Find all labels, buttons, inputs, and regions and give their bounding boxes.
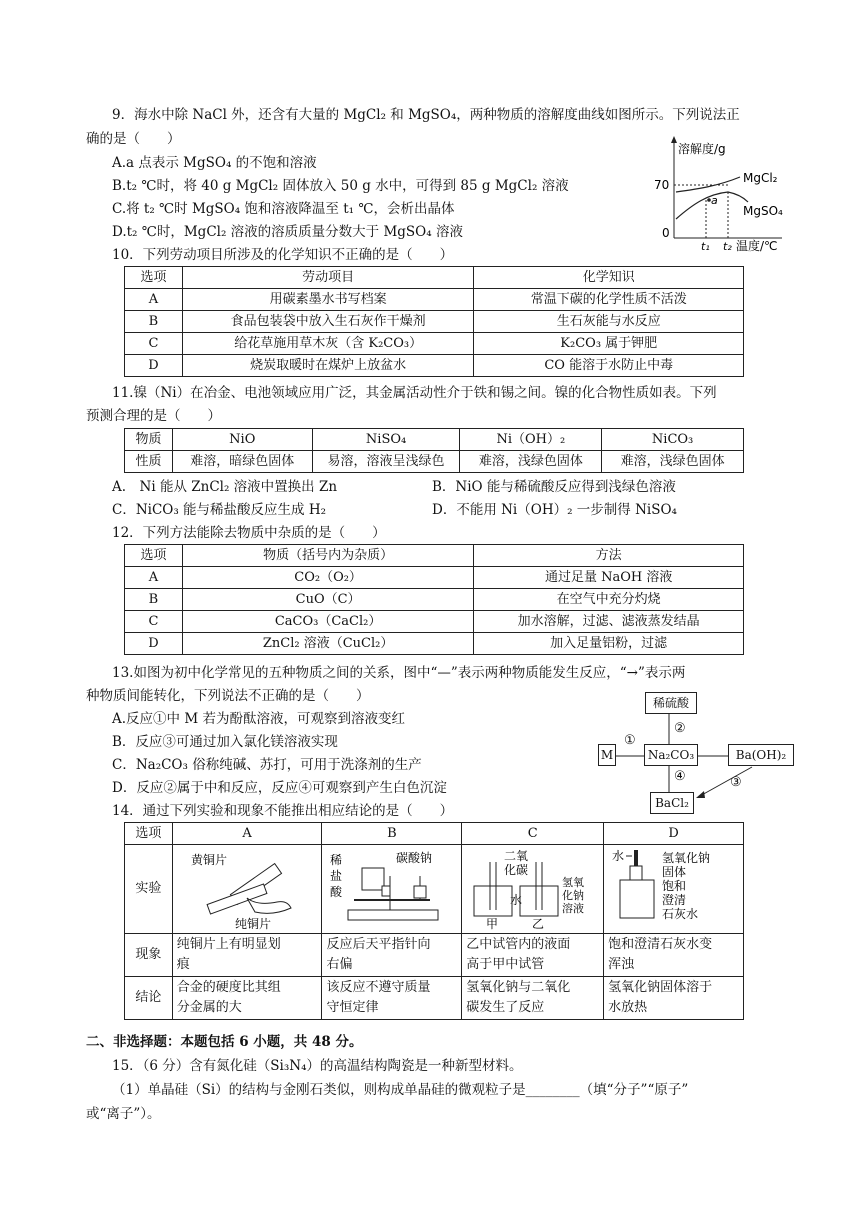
label-acid-3: 酸	[329, 885, 342, 899]
text-line: 浑浊	[608, 957, 635, 972]
q11-option-a: A. Ni 能从 ZnCl₂ 溶液中置换出 Zn	[112, 479, 338, 495]
table-cell: 加水溶解，过滤、滤液蒸发结晶	[474, 611, 744, 633]
curve-label-mgso4: MgSO₄	[743, 204, 783, 218]
point-a-label: a	[711, 194, 718, 207]
q15-part1-line2: 或“离子”）。	[86, 1106, 161, 1122]
graph-xlabel: 温度/℃	[736, 239, 778, 252]
table-cell: A	[125, 567, 183, 589]
table-row-experiment	[125, 845, 744, 934]
experiment-c-figure	[466, 846, 600, 932]
q14-table	[124, 822, 744, 1020]
label-acid-1: 稀	[329, 853, 342, 867]
phenomenon-a	[172, 934, 322, 977]
reaction-4-label: ④	[674, 769, 686, 784]
q9-stem-line1: 9．海水中除 NaCl 外，还含有大量的 MgCl₂ 和 MgSO₄，两种物质的溶解度曲线如图所示。下列说法正	[112, 107, 740, 123]
text-line: 饱和澄清石灰水变	[608, 937, 713, 952]
reaction-2-label: ②	[674, 721, 686, 736]
q11-option-d: D．不能用 Ni（OH）₂ 一步制得 NiSO₄	[432, 502, 677, 518]
q13-stem-line2: 种物质间能转化，下列说法不正确的是（ ）	[86, 688, 370, 704]
table-cell: D	[125, 633, 183, 655]
table-header-row	[125, 545, 744, 567]
q15-stem: 15．（6 分）含有氮化硅（Si₃N₄）的高温结构陶瓷是一种新型材料。	[112, 1058, 523, 1074]
experiment-d	[604, 845, 744, 934]
header-cell: D	[604, 823, 744, 845]
q9-option-c: C.将 t₂ ℃时 MgSO₄ 饱和溶液降温至 t₁ ℃，会析出晶体	[112, 201, 455, 217]
header-cell: Ni（OH）₂	[460, 429, 602, 451]
outer-beaker	[620, 880, 654, 918]
q13-option-d: D．反应②属于中和反应，反应④可观察到产生白色沉淀	[112, 780, 447, 796]
text-line: 高于甲中试管	[466, 957, 545, 972]
label-d-limewater: 石灰水	[661, 907, 698, 921]
table-cell: CaCO₃（CaCl₂）	[182, 611, 473, 633]
table-row	[125, 355, 744, 377]
header-cell: A	[172, 823, 322, 845]
text-line: 碳发生了反应	[466, 1000, 545, 1015]
q10-stem: 10．下列劳动项目所涉及的化学知识不正确的是（ ）	[112, 247, 454, 263]
q9-option-b: B.t₂ ℃时，将 40 g MgCl₂ 固体放入 50 g 水中，可得到 85 g MgCl₂ 溶液	[112, 178, 569, 194]
node-m: M	[598, 744, 616, 766]
q13-option-b: B．反应③可通过加入氯化镁溶液实现	[112, 734, 338, 750]
header-cell: 化学知识	[474, 267, 744, 289]
q12-stem: 12．下列方法能除去物质中杂质的是（ ）	[112, 525, 386, 541]
graph-ylabel: 溶解度/g	[678, 142, 726, 156]
conclusion-b	[322, 977, 462, 1020]
label-d-solid: 固体	[661, 865, 686, 879]
table-cell: ZnCl₂ 溶液（CuCl₂）	[182, 633, 473, 655]
graph-t2: t₂	[723, 240, 732, 252]
text-line: 水放热	[608, 1000, 648, 1015]
label-brass: 黄铜片	[191, 853, 228, 867]
label-acid-2: 盐	[329, 869, 342, 883]
solubility-graph	[648, 134, 788, 252]
phenomenon-c	[462, 934, 604, 977]
q12-table	[124, 544, 744, 655]
table-cell: 难溶，浅绿色固体	[602, 451, 744, 473]
conclusion-d	[604, 977, 744, 1020]
q11-option-c: C．NiCO₃ 能与稀盐酸反应生成 H₂	[112, 502, 327, 518]
table-cell: 性质	[125, 451, 173, 473]
q11-stem-line2: 预测合理的是（ ）	[86, 408, 221, 424]
table-cell: 在空气中充分灼烧	[474, 589, 744, 611]
q11-stem-line1: 11.镍（Ni）在冶金、电池领域应用广泛，其金属活动性介于铁和锡之间。镍的化合物性质如表。下列	[112, 385, 717, 401]
q9-option-a: A.a 点表示 MgSO₄ 的不饱和溶液	[112, 155, 317, 171]
header-cell: 物质（括号内为杂质）	[182, 545, 473, 567]
text-line: 痕	[176, 957, 190, 972]
q11-table	[124, 428, 744, 473]
header-cell: NiO	[172, 429, 312, 451]
text-line: 纯铜片上有明显划	[176, 937, 281, 952]
table-row	[125, 611, 744, 633]
dropper	[634, 850, 638, 866]
table-cell: B	[125, 311, 183, 333]
label-co2-2: 化碳	[503, 863, 528, 877]
text-line: 该反应不遵守质量	[326, 980, 431, 995]
balance-base	[348, 910, 438, 920]
table-row	[125, 589, 744, 611]
table-cell: 难溶，浅绿色固体	[460, 451, 602, 473]
hand-outline	[247, 898, 291, 913]
weight	[382, 886, 390, 896]
q9-stem-line2: 确的是（ ）	[86, 131, 181, 147]
q11-option-b: B．NiO 能与稀硫酸反应得到浅绿色溶液	[432, 479, 676, 495]
text-line: 氢氧化钠固体溶于	[608, 980, 713, 995]
text-line: 反应后天平指针向	[326, 937, 431, 952]
text-line: 分金属的大	[176, 1000, 242, 1015]
table-cell: 给花草施用草木灰（含 K₂CO₃）	[182, 333, 474, 355]
label-d-saturated: 饱和	[661, 879, 686, 893]
table-row	[125, 289, 744, 311]
y-axis-arrow	[671, 136, 677, 143]
text-line: 乙中试管内的液面	[466, 937, 571, 952]
experiment-c	[462, 845, 604, 934]
table-row-phenomenon	[125, 934, 744, 977]
label-d-naoh: 氢氧化钠	[661, 851, 710, 865]
text-line: 右偏	[326, 957, 353, 972]
graph-t1: t₁	[701, 240, 710, 252]
experiment-a	[172, 845, 322, 934]
text-line: 守恒定律	[326, 1000, 379, 1015]
row-label: 实验	[125, 845, 173, 934]
q13-option-a: A.反应①中 M 若为酚酞溶液，可观察到溶液变红	[112, 711, 405, 727]
table-cell: 难溶，暗绿色固体	[172, 451, 312, 473]
table-cell: CO₂（O₂）	[182, 567, 473, 589]
conclusion-c	[462, 977, 604, 1020]
table-header-row	[125, 267, 744, 289]
label-naoh-3: 溶液	[561, 902, 584, 915]
table-row	[125, 633, 744, 655]
table-row-conclusion	[125, 977, 744, 1020]
row-label: 现象	[125, 934, 173, 977]
table-cell: 易溶，溶液呈浅绿色	[312, 451, 460, 473]
q13-option-c: C．Na₂CO₃ 俗称纯碱、苏打，可用于洗涤剂的生产	[112, 757, 422, 773]
table-row	[125, 451, 744, 473]
node-sulfuric-acid: 稀硫酸	[645, 692, 697, 714]
table-cell: 食品包装袋中放入生石灰作干燥剂	[182, 311, 474, 333]
table-cell: 烧炭取暖时在煤炉上放盆水	[182, 355, 474, 377]
header-cell: NiCO₃	[602, 429, 744, 451]
table-cell: C	[125, 611, 183, 633]
header-cell: 选项	[125, 823, 173, 845]
table-cell: A	[125, 289, 183, 311]
label-naoh-1: 氢氧	[561, 876, 584, 889]
conclusion-a	[172, 977, 322, 1020]
phenomenon-d	[604, 934, 744, 977]
table-cell: CO 能溶于水防止中毒	[474, 355, 744, 377]
experiment-a-figure	[177, 846, 317, 932]
label-co2-1: 二氧	[503, 849, 528, 863]
header-cell: B	[322, 823, 462, 845]
graph-origin: 0	[662, 226, 670, 240]
header-cell: 方法	[474, 545, 744, 567]
text-line: 氢氧化钠与二氧化	[466, 980, 571, 995]
reaction-1-label: ①	[624, 733, 636, 748]
table-cell: K₂CO₃ 属于钾肥	[474, 333, 744, 355]
table-header-row	[125, 429, 744, 451]
node-bacl2: BaCl₂	[650, 792, 694, 814]
label-d-water: 水	[611, 849, 624, 863]
experiment-b	[322, 845, 462, 934]
label-yi: 乙	[531, 917, 544, 931]
phenomenon-b	[322, 934, 462, 977]
graph-y70: 70	[654, 178, 670, 192]
header-cell: 选项	[125, 267, 183, 289]
header-cell: 物质	[125, 429, 173, 451]
table-header-row	[125, 823, 744, 845]
table-cell: D	[125, 355, 183, 377]
header-cell: 劳动项目	[182, 267, 474, 289]
table-cell: 常温下碳的化学性质不活泼	[474, 289, 744, 311]
table-cell: 通过足量 NaOH 溶液	[474, 567, 744, 589]
row-label: 结论	[125, 977, 173, 1020]
header-cell: C	[462, 823, 604, 845]
table-cell: B	[125, 589, 183, 611]
experiment-d-figure	[608, 846, 740, 932]
label-d-clear: 澄清	[661, 893, 686, 907]
table-cell: 生石灰能与水反应	[474, 311, 744, 333]
table-cell: 加入足量铝粉，过滤	[474, 633, 744, 655]
header-cell: 选项	[125, 545, 183, 567]
trough-jia	[474, 886, 512, 916]
weight-2	[414, 886, 426, 898]
arrow-3-line	[700, 767, 752, 796]
node-na2co3: Na₂CO₃	[644, 744, 698, 766]
q14-stem: 14．通过下列实验和现象不能推出相应结论的是（ ）	[112, 803, 454, 819]
table-cell: CuO（C）	[182, 589, 473, 611]
beaker	[362, 868, 384, 890]
node-baoh2: Ba(OH)₂	[728, 744, 794, 766]
section-2-heading: 二、非选择题：本题包括 6 小题，共 48 分。	[86, 1034, 363, 1050]
table-cell: 用碳素墨水书写档案	[182, 289, 474, 311]
label-water: 水	[509, 893, 522, 907]
label-copper: 纯铜片	[235, 917, 272, 931]
table-row	[125, 333, 744, 355]
curve-label-mgcl2: MgCl₂	[743, 171, 778, 185]
label-na2co3: 碳酸钠	[395, 851, 432, 865]
table-row	[125, 567, 744, 589]
q10-table	[124, 266, 744, 377]
table-cell: C	[125, 333, 183, 355]
q13-stem-line1: 13.如图为初中化学常见的五种物质之间的关系，图中“—”表示两种物质能发生反应，“→”表示两	[112, 665, 686, 681]
label-jia: 甲	[485, 917, 498, 931]
experiment-b-figure	[326, 846, 458, 932]
header-cell: NiSO₄	[312, 429, 460, 451]
label-naoh-2: 化钠	[561, 889, 584, 902]
trough-yi	[520, 886, 558, 916]
arrow-3-head	[696, 791, 705, 798]
reaction-3-label: ③	[730, 775, 742, 790]
text-line: 合金的硬度比其组	[176, 980, 281, 995]
q9-option-d: D.t₂ ℃时，MgCl₂ 溶液的溶质质量分数大于 MgSO₄ 溶液	[112, 224, 463, 240]
table-row	[125, 311, 744, 333]
q15-part1-line1: （1）单晶硅（Si）的结构与金刚石类似，则构成单晶硅的微观粒子是________（填“分子”“原子”	[112, 1082, 689, 1098]
